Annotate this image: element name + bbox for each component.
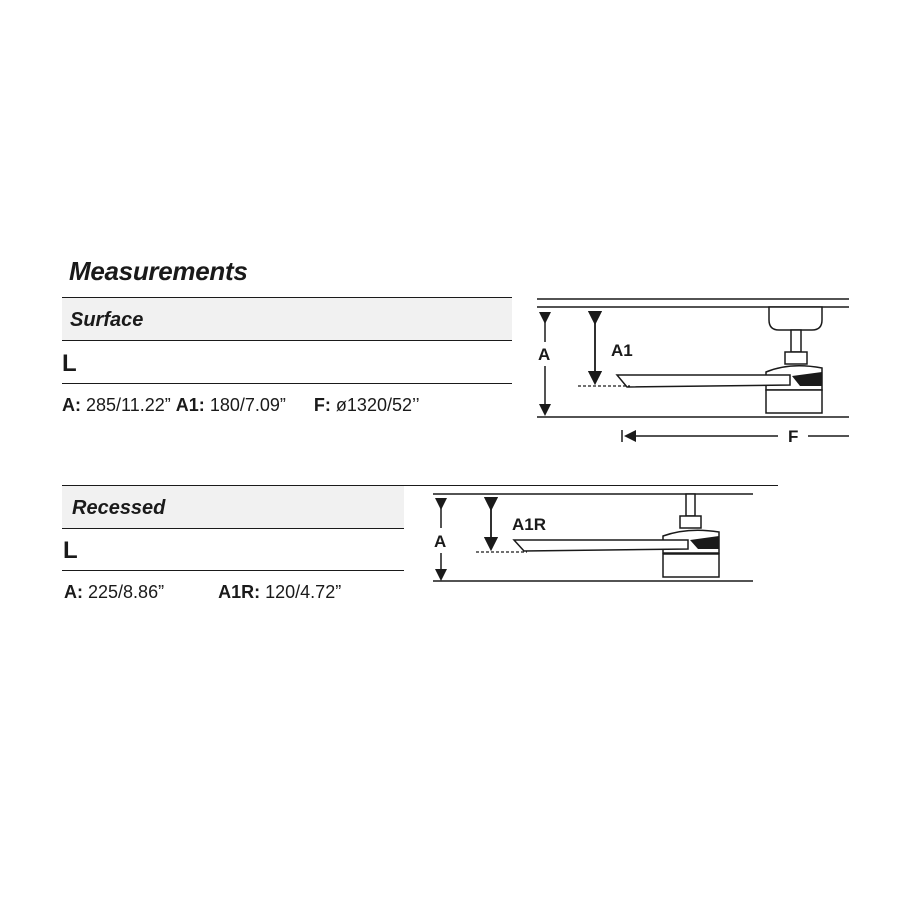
recessed-coupler <box>680 516 701 528</box>
surface-spec-a-key: A: <box>62 395 81 415</box>
recessed-downrod <box>686 494 695 516</box>
surface-a-label: A <box>538 345 551 364</box>
surface-size: L <box>62 350 77 377</box>
surface-spec-a1-value: 180/7.09” <box>209 395 286 415</box>
recessed-label: Recessed <box>72 497 166 519</box>
recessed-spec-a1r-key: A1R: <box>218 582 261 602</box>
recessed-spec-a1r-value: 120/4.72” <box>265 582 342 602</box>
recessed-light-box <box>663 554 719 577</box>
surface-f-label: F <box>788 427 799 446</box>
recessed-a1r-label: A1R <box>512 515 547 534</box>
recessed-spec-a-value: 225/8.86” <box>88 582 165 602</box>
recessed-a-label: A <box>434 532 447 551</box>
recessed-blade <box>514 540 688 551</box>
surface-label: Surface <box>70 309 144 331</box>
surface-spec-f-value: ø1320/52’’ <box>335 395 420 415</box>
surface-spec-a-value: 285/11.22” <box>86 395 171 415</box>
recessed-spec-a-key: A: <box>64 582 83 602</box>
surface-spec-f-key: F: <box>313 395 331 415</box>
surface-spec-a1-key: A1: <box>175 395 205 415</box>
recessed-size: L <box>63 537 78 564</box>
surface-a1-label: A1 <box>611 341 633 360</box>
page-title: Measurements <box>69 256 248 286</box>
